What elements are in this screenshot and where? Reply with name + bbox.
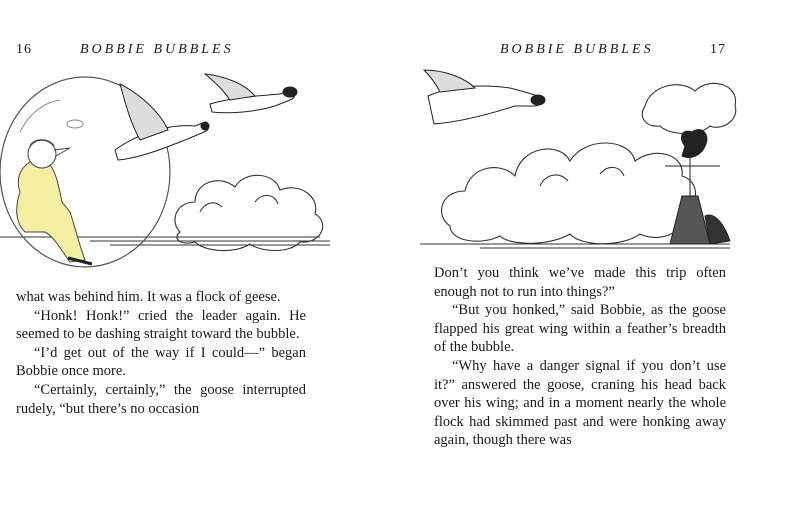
illustration-bubble-geese — [0, 62, 330, 274]
illustration-goose-weathervane — [420, 66, 740, 252]
page-number: 17 — [710, 42, 726, 57]
right-page — [400, 0, 795, 506]
paragraph: “But you honked,” said Bobbie, as the goose flapped his great wing within a feather’s breadth of the bubble. — [434, 302, 726, 356]
paragraph: Don’t you think we’ve made this trip often enough not to run into things?” — [434, 265, 726, 300]
boy-figure-icon — [17, 140, 92, 264]
weathervane-icon — [665, 130, 730, 244]
running-head: BOBBIE BUBBLES — [500, 42, 654, 57]
horizon-line — [0, 237, 330, 245]
goose-icon — [115, 84, 209, 160]
left-page-body — [16, 288, 306, 418]
paragraph: “Honk! Honk!” cried the leader again. He seemed to be dashing straight toward the bubble. — [16, 307, 306, 343]
goose-icon — [205, 74, 297, 113]
horizon-line — [420, 244, 730, 248]
cloud-icon — [175, 175, 323, 250]
running-head: BOBBIE BUBBLES — [80, 42, 234, 57]
page-number: 16 — [16, 42, 32, 57]
paragraph: “I’d get out of the way if I could—” began Bobbie once more. — [16, 344, 306, 380]
paragraph: what was behind him. It was a flock of geese. — [16, 289, 281, 305]
paragraph: “Why have a danger signal if you don’t use it?” answered the goose, craning his head back over his wing; and in a moment nearly the whole flock had skimmed past and were honking away again, though there was — [434, 357, 726, 449]
right-page-body — [434, 264, 726, 450]
goose-icon — [424, 70, 545, 124]
paragraph: “Certainly, certainly,” the goose interrupted rudely, “but there’s no occasion — [16, 381, 306, 417]
